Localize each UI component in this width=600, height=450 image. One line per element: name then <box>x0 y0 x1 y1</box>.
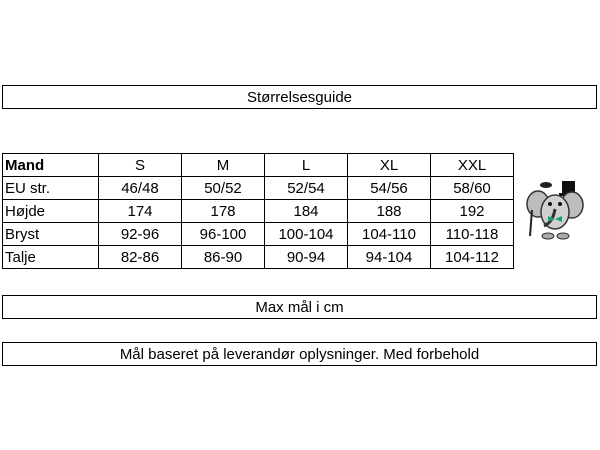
table-cell: 110-118 <box>431 223 514 246</box>
table-cell: 184 <box>265 200 348 223</box>
table-cell: 58/60 <box>431 177 514 200</box>
table-row <box>3 177 514 200</box>
table-cell: 50/52 <box>182 177 265 200</box>
unit-note-box <box>2 295 597 319</box>
table-cell: 94-104 <box>348 246 431 269</box>
page-title: Størrelsesguide <box>246 88 353 106</box>
disclaimer-box <box>2 342 597 366</box>
table-cell: 192 <box>431 200 514 223</box>
column-header: L <box>265 154 348 177</box>
disclaimer-text: Mål baseret på leverandør oplysninger. Med forbehold <box>119 345 480 363</box>
table-cell: 188 <box>348 200 431 223</box>
table-cell: 52/54 <box>265 177 348 200</box>
table-cell: 178 <box>182 200 265 223</box>
table-cell: 174 <box>99 200 182 223</box>
table-row <box>3 223 514 246</box>
table-cell: 46/48 <box>99 177 182 200</box>
table-cell: 96-100 <box>182 223 265 246</box>
table-cell: 104-112 <box>431 246 514 269</box>
table-cell: 90-94 <box>265 246 348 269</box>
row-label: Talje <box>3 246 99 269</box>
table-cell: 82-86 <box>99 246 182 269</box>
table-row <box>3 200 514 223</box>
unit-note: Max mål i cm <box>255 298 344 316</box>
table-row <box>3 246 514 269</box>
row-label: Højde <box>3 200 99 223</box>
column-header: XXL <box>431 154 514 177</box>
size-table <box>2 153 514 269</box>
table-cell: 86-90 <box>182 246 265 269</box>
table-cell: 92-96 <box>99 223 182 246</box>
row-label: EU str. <box>3 177 99 200</box>
table-corner-label: Mand <box>3 154 99 177</box>
column-header: S <box>99 154 182 177</box>
column-header: XL <box>348 154 431 177</box>
table-cell: 104-110 <box>348 223 431 246</box>
table-header-row <box>3 154 514 177</box>
title-box <box>2 85 597 109</box>
column-header: M <box>182 154 265 177</box>
elephant-mascot-icon <box>522 176 592 246</box>
table-cell: 100-104 <box>265 223 348 246</box>
table-cell: 54/56 <box>348 177 431 200</box>
row-label: Bryst <box>3 223 99 246</box>
